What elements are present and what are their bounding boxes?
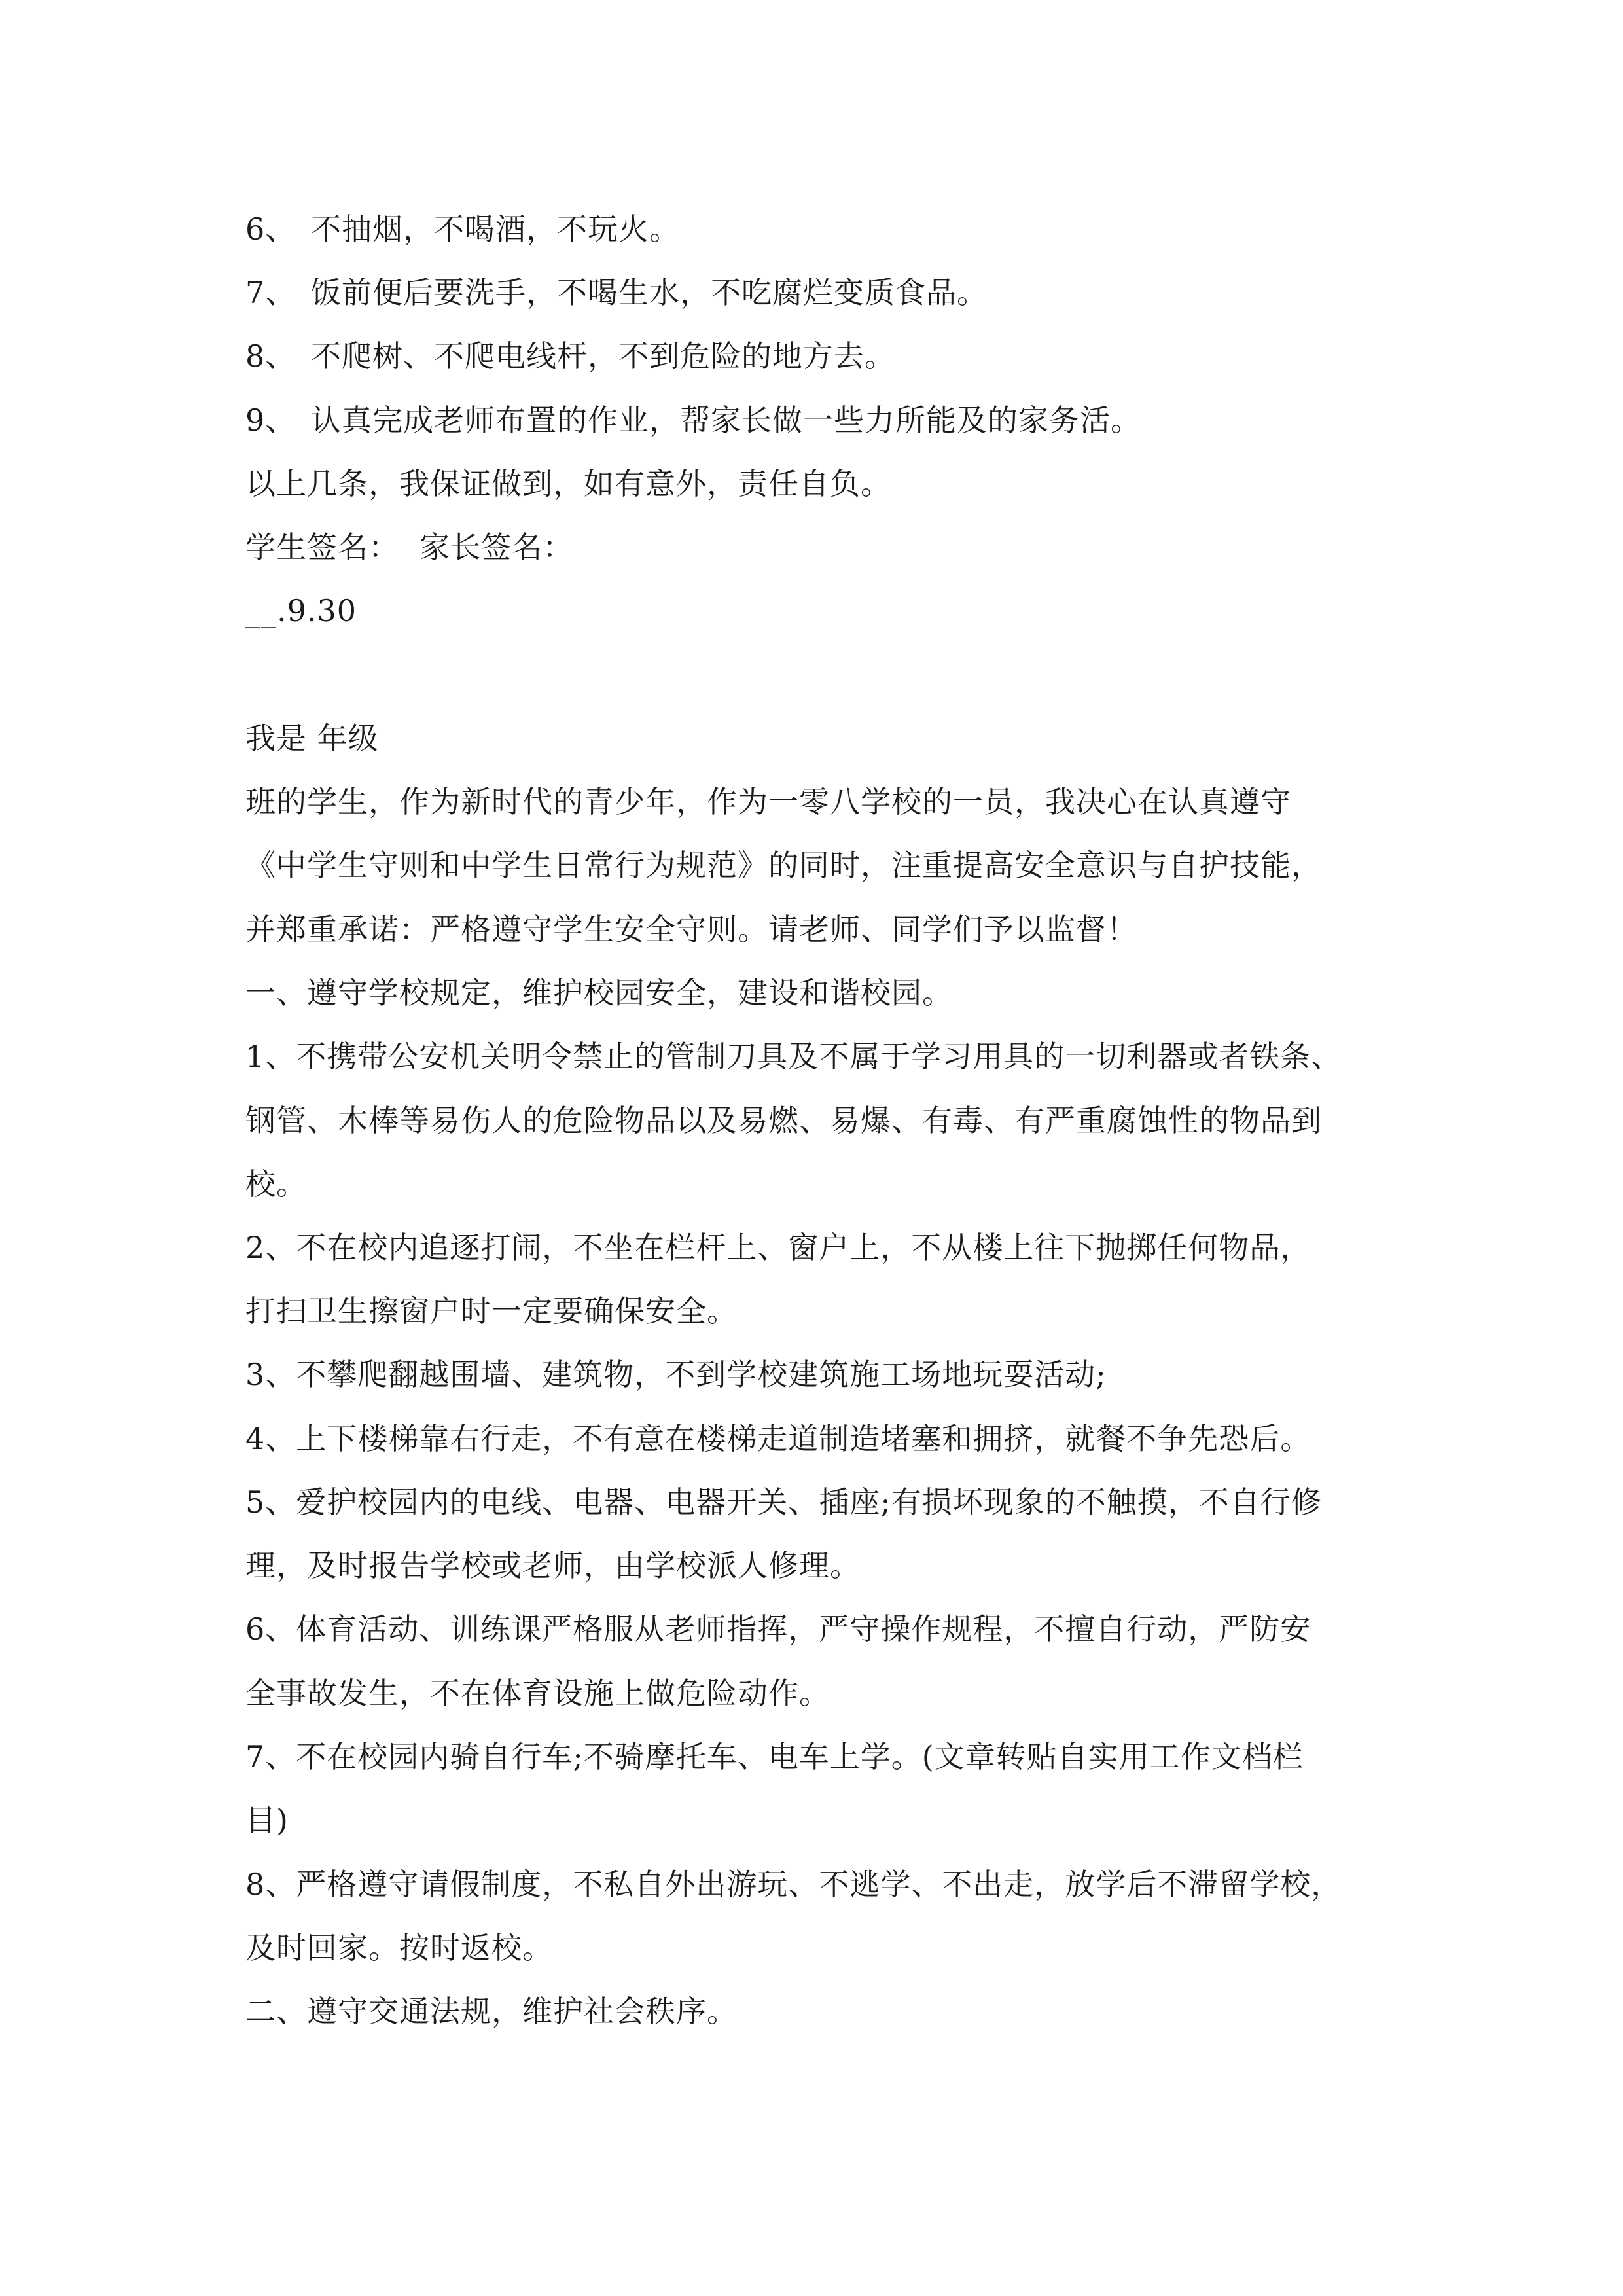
list-item: [245, 401, 1141, 440]
section-heading: 二、遵守交通法规，维护社会秩序。: [245, 1994, 738, 2029]
item-text: 认真完成老师布置的作业，帮家长做一些力所能及的家务活。: [311, 403, 1141, 438]
paragraph-line: 全事故发生，不在体育设施上做危险动作。: [245, 1676, 830, 1711]
paragraph-line: 打扫卫生擦窗户时一定要确保安全。: [245, 1293, 738, 1329]
item-number: 6、: [245, 211, 296, 247]
item-text: 不抽烟，不喝酒，不玩火。: [311, 211, 680, 247]
paragraph-line: 钢管、木棒等易伤人的危险物品以及易燃、易爆、有毒、有严重腐蚀性的物品到: [245, 1103, 1322, 1138]
paragraph-line: 8、严格遵守请假制度，不私自外出游玩、不逃学、不出走，放学后不滞留学校，: [245, 1867, 1342, 1902]
paragraph-line: 目): [245, 1803, 289, 1838]
list-item: [245, 336, 895, 376]
item-text: 不爬树、不爬电线杆，不到危险的地方去。: [311, 338, 895, 374]
item-number: 8、: [245, 338, 296, 374]
paragraph-line: 1、不携带公安机关明令禁止的管制刀具及不属于学习用具的一切利器或者铁条、: [245, 1039, 1342, 1074]
item-number: 9、: [245, 403, 296, 438]
paragraph-line: 3、不攀爬翻越围墙、建筑物，不到学校建筑施工场地玩耍活动;: [245, 1357, 1107, 1392]
item-number: 7、: [245, 275, 296, 310]
list-item: [245, 273, 988, 312]
paragraph-line: 我是 年级: [245, 721, 379, 756]
paragraph-line: 及时回家。按时返校。: [245, 1930, 553, 1965]
paragraph-line: 4、上下楼梯靠右行走，不有意在楼梯走道制造堵塞和拥挤，就餐不争先恐后。: [245, 1421, 1311, 1456]
list-item: [245, 209, 680, 249]
paragraph-line: 7、不在校园内骑自行车;不骑摩托车、电车上学。(文章转贴自实用工作文档栏: [245, 1739, 1304, 1774]
paragraph-line: 2、不在校内追逐打闹，不坐在栏杆上、窗户上，不从楼上往下抛掷任何物品，: [245, 1230, 1311, 1265]
pledge-statement: 以上几条，我保证做到，如有意外，责任自负。: [245, 466, 891, 501]
section-heading: 一、遵守学校规定，维护校园安全，建设和谐校园。: [245, 975, 953, 1011]
signature-line: 学生签名： 家长签名：: [245, 529, 574, 565]
item-text: 饭前便后要洗手，不喝生水，不吃腐烂变质食品。: [311, 275, 988, 310]
paragraph-line: 班的学生，作为新时代的青少年，作为一零八学校的一员，我决心在认真遵守: [245, 784, 1291, 819]
date-line: __.9.30: [245, 593, 357, 628]
paragraph-line: 5、爱护校园内的电线、电器、电器开关、插座;有损坏现象的不触摸，不自行修: [245, 1484, 1322, 1520]
paragraph-line: 6、体育活动、训练课严格服从老师指挥，严守操作规程，不擅自行动，严防安: [245, 1611, 1311, 1647]
paragraph-line: 并郑重承诺：严格遵守学生安全守则。请老师、同学们予以监督！: [245, 912, 1137, 947]
paragraph-line: 理，及时报告学校或老师，由学校派人修理。: [245, 1548, 861, 1583]
paragraph-line: 《中学生守则和中学生日常行为规范》的同时，注重提高安全意识与自护技能，: [245, 848, 1322, 883]
paragraph-line: 校。: [245, 1166, 307, 1202]
